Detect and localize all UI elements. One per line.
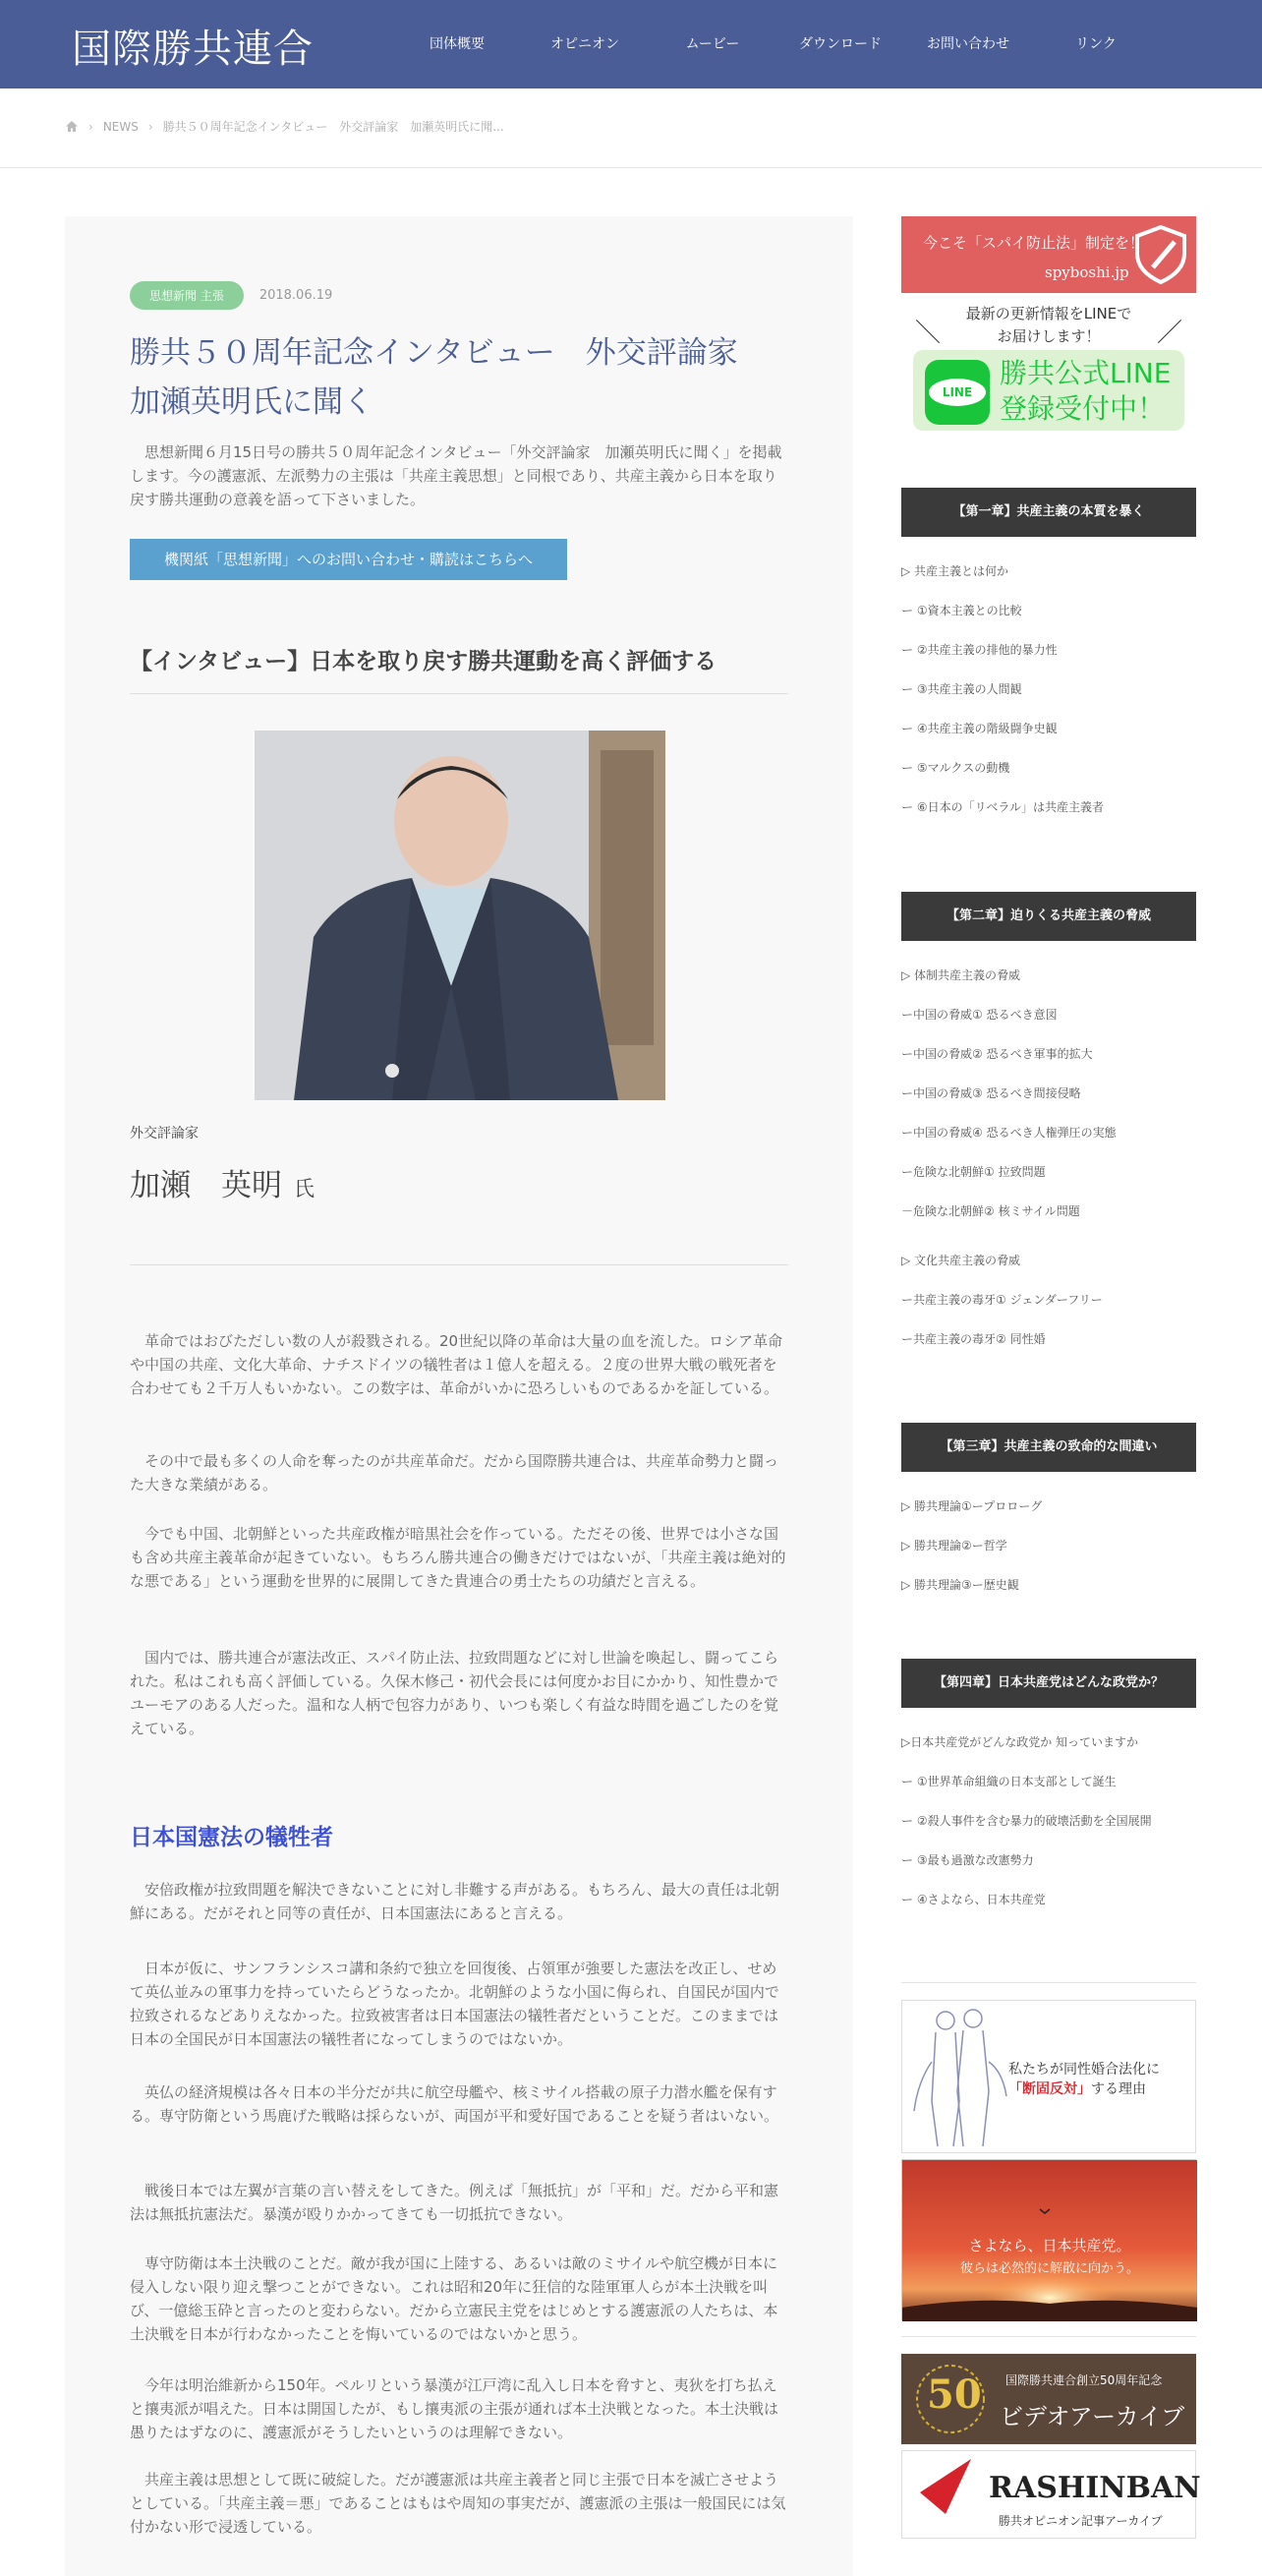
article-meta (130, 281, 332, 310)
paragraph: 日本が仮に、サンフランシスコ講和条約で独立を回復後、占領軍が強要した憲法を改正し、せめて英仏並みの軍事力を持っていたらどうなったか。北朝鮮のような小国に侮られ、自国民が国内で拉致されるなどありえなかった。拉致被害者は日本国憲法の犠牲者だということだ。このままでは日本の全国民が日本国憲法の犠牲者になってしまうのではないか。 (130, 1960, 779, 2048)
interviewee-name-text: 加瀬 英明 (130, 1168, 282, 1203)
line-register-line2: 登録受付中！ (1000, 392, 1166, 425)
site-header (0, 0, 1262, 88)
jcp-farewell-banner[interactable] (901, 2159, 1196, 2320)
nav-item-opinion[interactable]: オピニオン (550, 36, 619, 52)
anniversary-badge-number: 50 (927, 2371, 982, 2418)
video-banner-subtitle: 国際勝共連合創立50周年記念 (1005, 2373, 1163, 2387)
sidebar-heading-chapter2: 【第二章】迫りくる共産主義の脅威 (901, 892, 1196, 941)
sidebar-list-chapter1 (901, 561, 1196, 837)
site-logo[interactable]: 国際勝共連合 (72, 27, 314, 72)
sidebar-link[interactable]: ー ⑤マルクスの動機 (901, 761, 1010, 775)
breadcrumb-separator: › (88, 119, 93, 134)
sidebar-link[interactable]: ▷ 勝共理論③ー歴史観 (901, 1578, 1019, 1592)
interviewee-role: 外交評論家 (130, 1126, 199, 1142)
breadcrumb-separator: › (147, 119, 153, 134)
sidebar-link[interactable]: ー中国の脅威③ 恐るべき間接侵略 (901, 1086, 1081, 1100)
shield-icon (1133, 224, 1188, 285)
section-divider (130, 1264, 788, 1265)
line-info-line1: 最新の更新情報をLINEで (965, 305, 1132, 322)
sidebar-list-chapter2 (901, 966, 1196, 1241)
paragraph: 今でも中国、北朝鮮といった共産政権が暗黒社会を作っている。ただその後、世界では小さな国も含め共産主義革命が起きていない。もちろん勝共連合の働きだけではないが、「共産主義は絶対的な悪である」という運動を世界的に展開してきた貴連合の勇士たちの功績だと言える。 (130, 1525, 786, 1590)
paragraph: その中で最も多くの人命を奪ったのが共産革命だ。だから国際勝共連合は、共産革命勢力と闘った大きな業績がある。 (130, 1452, 779, 1493)
sidebar-heading-chapter3: 【第三章】共産主義の致命的な間違い (901, 1423, 1196, 1472)
sidebar-link[interactable]: －危険な北朝鮮② 核ミサイル問題 (901, 1204, 1080, 1218)
article-lead: 思想新聞６月15日号の勝共５０周年記念インタビュー「外交評論家 加瀬英明氏に聞く」を掲載します。今の護憲派、左派勢力の主張は「共産主義思想」と同根であり、共産主義から日本を取り戻す勝共運動の意義を語って下さいました。 (130, 443, 782, 508)
sidebar-link[interactable]: ー ①資本主義との比較 (901, 604, 1022, 617)
wedding-banner-line2: する理由 (1091, 2081, 1146, 2097)
sidebar-link[interactable]: ー ③共産主義の人間観 (901, 682, 1022, 696)
line-registration-banner[interactable] (901, 301, 1196, 431)
sidebar-divider (901, 1982, 1196, 1983)
sidebar-list-chapter3 (901, 1496, 1196, 1614)
sidebar-link[interactable]: ー ①世界革命組織の日本支部として誕生 (901, 1775, 1117, 1788)
nav-item-download[interactable]: ダウンロード (799, 36, 882, 52)
line-info-text (901, 303, 1196, 348)
sidebar-link[interactable]: ー ⑥日本の「リベラル」は共産主義者 (901, 800, 1104, 814)
sidebar-link[interactable]: ー ②殺人事件を含む暴力的破壊活動を全国展開 (901, 1814, 1152, 1828)
couple-illustration (908, 2003, 1016, 2150)
breadcrumb-divider (0, 167, 1262, 168)
sidebar-link[interactable]: ー ②共産主義の排他的暴力性 (901, 643, 1058, 657)
sidebar-link[interactable]: ▷ 共産主義とは何か (901, 564, 1009, 578)
wedding-banner-emphasis: 「断固反対」 (1008, 2081, 1091, 2097)
sidebar-link[interactable]: ー ③最も過激な改憲勢力 (901, 1853, 1034, 1867)
sidebar-list-chapter4 (901, 1732, 1196, 1929)
nav-item-about[interactable]: 団体概要 (430, 36, 485, 52)
sidebar-link[interactable]: ▷ 勝共理論①ープロローグ (901, 1499, 1043, 1513)
subscribe-cta-button[interactable]: 機関紙「思想新聞」へのお問い合わせ・購読はこちらへ (130, 539, 567, 580)
sidebar-heading-chapter1: 【第一章】共産主義の本質を暴く (901, 488, 1196, 537)
breadcrumb (65, 118, 504, 135)
rashinban-title: RASHINBAN (989, 2471, 1201, 2505)
interview-heading: 【インタビュー】日本を取り戻す勝共運動を高く評価する (130, 643, 788, 694)
decor-slash-right: ／ (1156, 319, 1182, 348)
sunset-banner-line1: さよなら、日本共産党。 (968, 2237, 1131, 2254)
wedding-banner-line1: 私たちが同性婚合法化に (1008, 2062, 1160, 2078)
article-title-line1: 勝共５０周年記念インタビュー 外交評論家 (130, 335, 738, 371)
line-register-line1: 勝共公式LINE (1000, 357, 1172, 389)
main-nav (393, 0, 1160, 88)
line-register-box[interactable] (913, 350, 1184, 431)
sidebar-link[interactable]: ▷日本共産党がどんな政党か 知っていますか (901, 1735, 1139, 1749)
paragraph: 戦後日本では左翼が言葉の言い替えをしてきた。例えば「無抵抗」が「平和」だ。だから平和憲法は無抵抗憲法だ。暴漢が殴りかかってきても一切抵抗できない。 (130, 2182, 779, 2223)
sunset-banner-line2: 彼らは必然的に解散に向かう。 (959, 2261, 1139, 2276)
line-logo-icon (925, 360, 990, 425)
post-date: 2018.06.19 (258, 288, 333, 303)
rashinban-archive-banner[interactable] (901, 2450, 1201, 2539)
rashinban-subtitle: 勝共オピニオン記事アーカイブ (999, 2514, 1163, 2528)
sidebar-link[interactable]: ▷ 文化共産主義の脅威 (901, 1254, 1021, 1267)
sidebar-link[interactable]: ー ④さよなら、日本共産党 (901, 1893, 1046, 1906)
same-sex-marriage-banner[interactable] (901, 2000, 1196, 2153)
nav-item-links[interactable]: リンク (1075, 36, 1117, 52)
sidebar-link[interactable]: ー中国の脅威② 恐るべき軍事的拡大 (901, 1047, 1093, 1061)
honorific: 氏 (294, 1177, 315, 1200)
article-title-line2: 加瀬英明氏に聞く (130, 384, 373, 420)
sidebar-heading-chapter4: 【第四章】日本共産党はどんな政党か？ (901, 1659, 1196, 1708)
category-badge[interactable]: 思想新聞 主張 (130, 281, 244, 310)
breadcrumb-current: 勝共５０周年記念インタビュー 外交評論家 加瀬英明氏に聞... (162, 120, 504, 134)
sidebar-link[interactable]: ー危険な北朝鮮① 拉致問題 (901, 1165, 1046, 1179)
sidebar-list-chapter2-culture (901, 1251, 1196, 1369)
paragraph: 今年は明治維新から150年。ペルリという暴漢が江戸湾に乱入し日本を脅すと、夷狄を打ち払えと攘夷派が唱えた。日本は開国したが、もし攘夷派の主張が通れば本土決戦となった。本土決戦は愚りたはずなのに、護憲派がそうしたいというのは理解できない。 (130, 2376, 779, 2441)
constitution-subheading: 日本国憲法の犠牲者 (130, 1825, 333, 1850)
nav-item-movie[interactable]: ムービー (685, 36, 740, 52)
breadcrumb-news[interactable]: NEWS (102, 119, 139, 134)
sunset-banner-text (902, 2235, 1197, 2280)
line-info-line2: お届けします！ (997, 327, 1101, 345)
spy-law-banner[interactable] (901, 216, 1196, 293)
spy-banner-domain: spyboshi.jp (1045, 263, 1129, 281)
decor-slash-left: ＼ (915, 319, 942, 348)
sidebar-link[interactable]: ー中国の脅威① 恐るべき意図 (901, 1008, 1058, 1022)
sidebar-link[interactable]: ー共産主義の毒牙② 同性婚 (901, 1332, 1046, 1346)
sidebar-link[interactable]: ー共産主義の毒牙① ジェンダーフリー (901, 1293, 1103, 1307)
sidebar-link[interactable]: ▷ 勝共理論②ー哲学 (901, 1539, 1007, 1552)
sidebar-link[interactable]: ー中国の脅威④ 恐るべき人権弾圧の実態 (901, 1126, 1117, 1140)
article-container (65, 216, 853, 2576)
video-archive-banner[interactable] (901, 2354, 1196, 2444)
line-logo-text: LINE (929, 379, 986, 406)
interviewee-photo (255, 731, 665, 1100)
sidebar-divider (901, 2336, 1196, 2337)
video-banner-title: ビデオアーカイブ (1000, 2403, 1185, 2430)
sidebar-link[interactable]: ー ④共産主義の階級闘争史観 (901, 722, 1058, 735)
paragraph: 国内では、勝共連合が憲法改正、スパイ防止法、拉致問題などに対し世論を喚起し、闘ってこられた。私はこれも高く評価している。久保木修己・初代会長には何度かお目にかかり、知性豊かでユーモアのある人だった。温和な人柄で包容力があり、いつも楽しく有益な時間を過ごしたのを覚えている。 (130, 1649, 779, 1737)
nav-item-contact[interactable]: お問い合わせ (927, 36, 1009, 52)
home-icon[interactable] (65, 120, 79, 133)
article-title (130, 328, 798, 427)
compass-needle-icon (912, 2451, 981, 2540)
paragraph: 安倍政権が拉致問題を解決できないことに対し非難する声がある。もちろん、最大の責任は北朝鮮にある。だがそれと同等の責任が、日本国憲法にあると言える。 (130, 1881, 779, 1922)
sidebar-link[interactable]: ▷ 体制共産主義の脅威 (901, 968, 1021, 982)
interviewee-name (130, 1160, 315, 1204)
line-register-text (1000, 356, 1172, 427)
paragraph: 英仏の経済規模は各々日本の半分だが共に航空母艦や、核ミサイル搭載の原子力潜水艦を保有する。専守防衛という馬鹿げた戦略は採らないが、両国が平和愛好国であることを疑う者はいない。 (130, 2083, 779, 2125)
paragraph: 革命ではおびただしい数の人が殺戮される。20世紀以降の革命は大量の血を流した。ロシア革命や中国の共産、文化大革命、ナチスドイツの犠牲者は１億人を超える。２度の世界大戦の戦死者を合わせても２千万人もいかない。この数字は、革命がいかに恐ろしいものであるかを証している。 (130, 1332, 783, 1397)
paragraph: 専守防衛は本土決戦のことだ。敵が我が国に上陸する、あるいは敵のミサイルや航空機が日本に侵入しない限り迎え撃つことができない。これは昭和20年に狂信的な陸軍軍人らが本土決戦を叫び、一億総玉砕と言ったのと変わらない。だから立憲民主党をはじめとする護憲派の人たちは、本土決戦を日本が行わなかったことを悔いているのではないかと思う。 (130, 2254, 778, 2343)
spy-banner-headline: 今こそ「スパイ防止法」制定を！ (923, 234, 1145, 252)
wedding-banner-text (1008, 2060, 1160, 2099)
paragraph: 共産主義は思想として既に破綻した。だが護憲派は共産主義者と同じ主張で日本を滅亡させようとしている。「共産主義＝悪」であることはもはや周知の事実だが、護憲派の主張は一般国民には気付かない形で浸透している。 (130, 2471, 786, 2536)
